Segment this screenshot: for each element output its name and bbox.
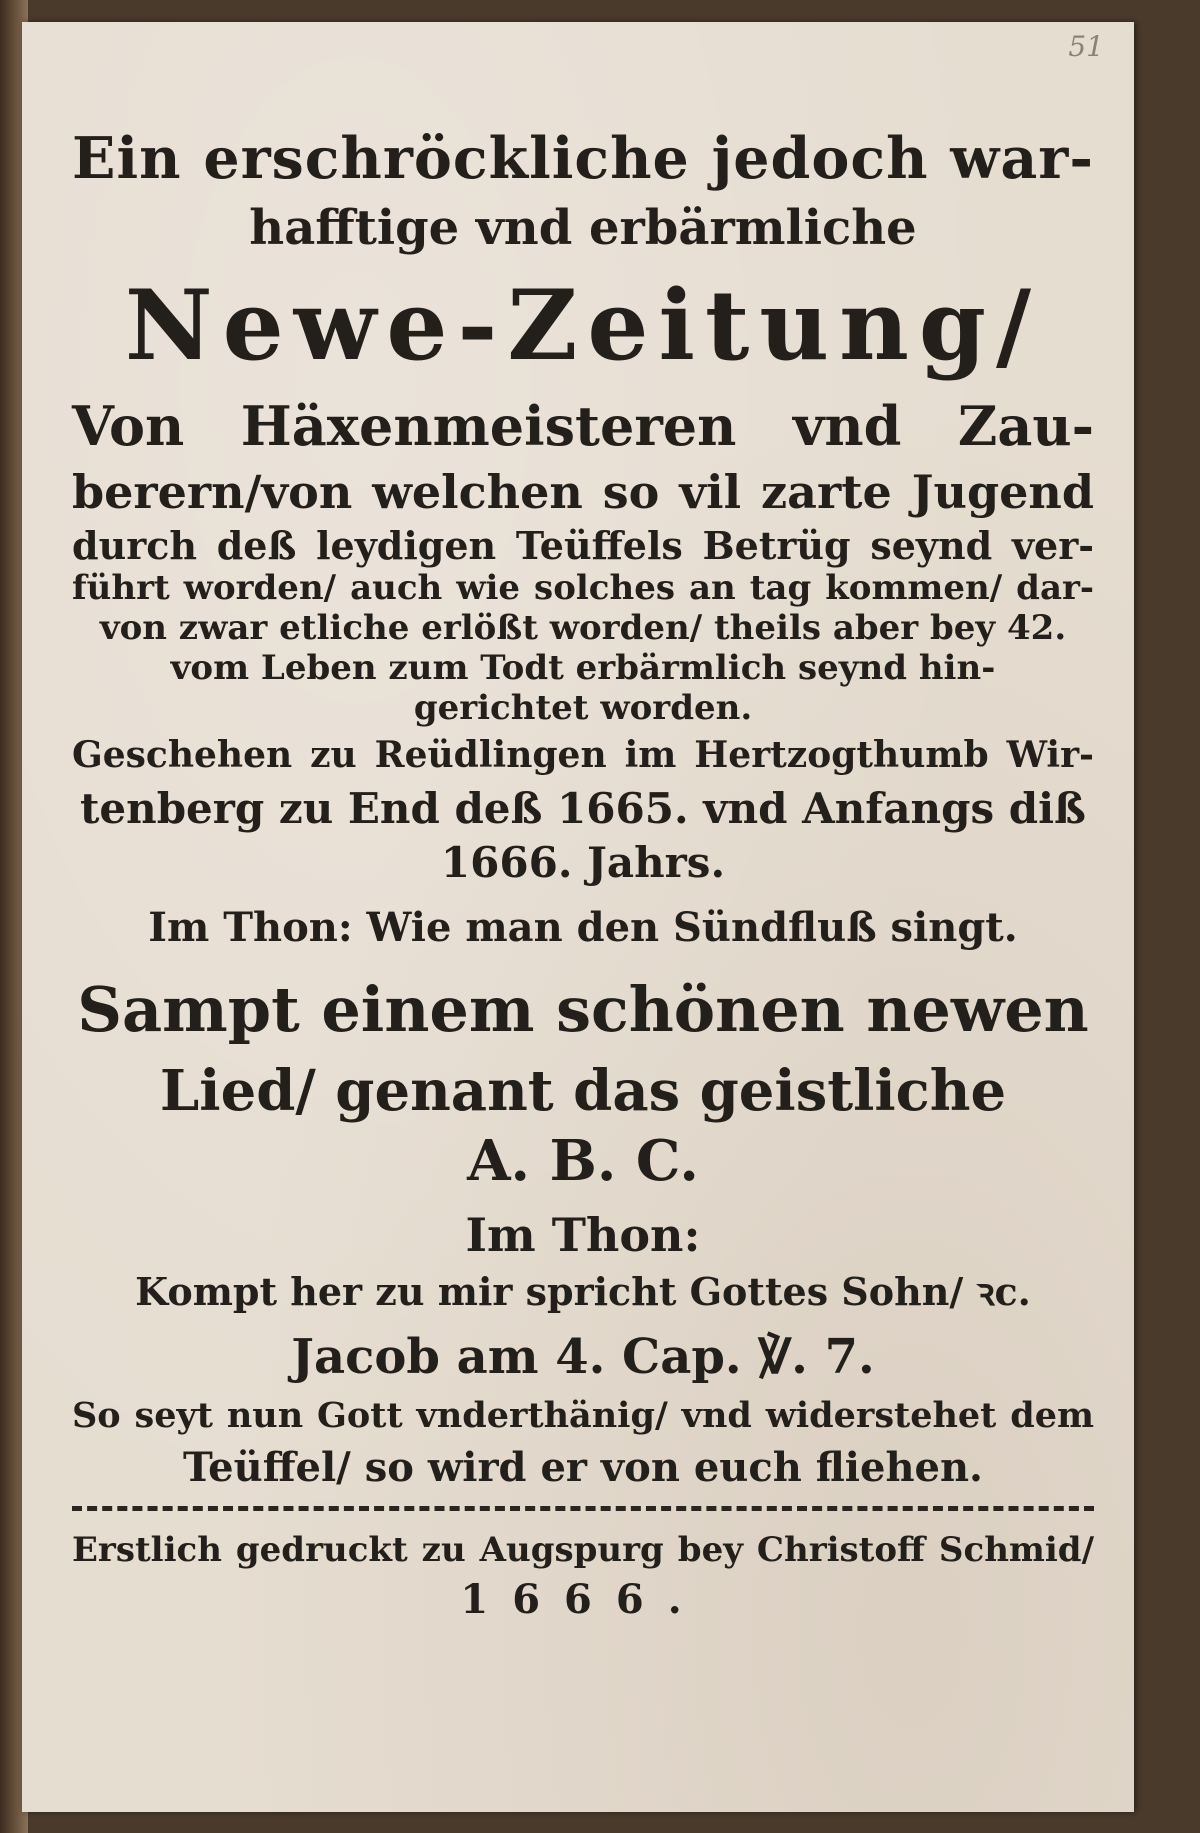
scripture-quote-1: So seyt nun Gott vnderthänig/ vnd widerstehet dem xyxy=(72,1395,1094,1436)
song-heading-abc: A. B. C. xyxy=(467,1128,699,1194)
title-line-6: durch deß leydigen Teüffels Betrüg seynd ver- xyxy=(72,523,1094,568)
tune-line: Im Thon: Wie man den Sündfluß singt. xyxy=(148,904,1018,951)
scripture-reference: Jacob am 4. Cap. ℣. 7. xyxy=(291,1329,875,1385)
title-line-13: 1666. Jahrs. xyxy=(440,838,726,887)
title-line-10: gerichtet worden. xyxy=(413,688,753,728)
imprint-line: Erstlich gedruckt zu Augspurg bey Christoff Schmid/ xyxy=(72,1530,1094,1570)
title-line-12: tenberg zu End deß 1665. vnd Anfangs diß xyxy=(80,784,1086,833)
main-title: Newe-Zeitung/ xyxy=(124,269,1042,382)
title-line-5: berern/von welchen so vil zarte Jugend xyxy=(72,465,1094,519)
title-line-8: von zwar etliche erlößt worden/ theils aber bey 42. xyxy=(99,608,1067,648)
title-line-11: Geschehen zu Reüdlingen im Hertzogthumb Wir- xyxy=(72,734,1094,776)
title-line-4: Von Häxenmeisteren vnd Zau- xyxy=(72,394,1094,458)
title-line-2: hafftige vnd erbärmliche xyxy=(249,200,917,256)
imprint-year: 1666. xyxy=(460,1576,706,1623)
folio-number: 51 xyxy=(1068,30,1104,63)
divider-rule xyxy=(72,1506,1094,1511)
song-tune-label: Im Thon: xyxy=(465,1208,701,1262)
title-page-text xyxy=(72,122,1094,1625)
title-line-1: Ein erschröckliche jedoch war- xyxy=(72,125,1094,192)
song-tune-text: Kompt her zu mir spricht Gottes Sohn/ ꝛc. xyxy=(135,1269,1031,1314)
song-heading-2: Lied/ genant das geistliche xyxy=(159,1058,1007,1124)
title-line-9: vom Leben zum Todt erbärmlich seynd hin- xyxy=(170,648,996,688)
song-heading-1: Sampt einem schönen newen xyxy=(77,973,1089,1046)
scripture-quote-2: Teüffel/ so wird er von euch fliehen. xyxy=(183,1444,983,1491)
title-line-7: führt worden/ auch wie solches an tag kommen/ dar- xyxy=(72,568,1094,608)
title-page xyxy=(22,22,1134,1812)
